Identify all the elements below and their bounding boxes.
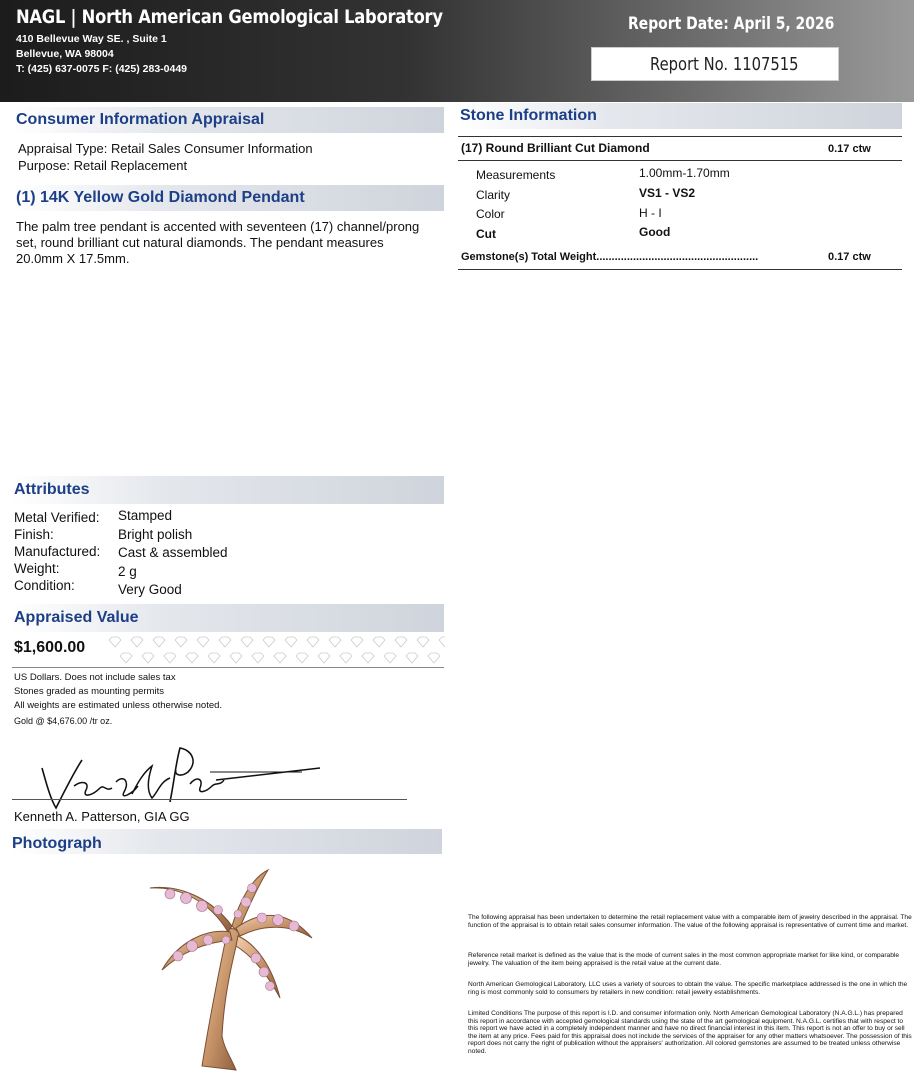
diamond-pattern-glyph <box>263 637 275 647</box>
diamond-pattern-glyph <box>373 637 385 647</box>
divider <box>458 269 902 270</box>
attr-value-weight: 2 g <box>118 564 137 579</box>
attr-value-metal: Stamped <box>118 508 173 523</box>
attr-label-manufactured: Manufactured: <box>14 544 101 559</box>
diamond-pattern-glyph <box>329 637 341 647</box>
diamond-pattern-glyph <box>208 653 220 663</box>
diamond-pattern-glyph <box>153 637 165 647</box>
diamond-pattern-glyph <box>164 653 176 663</box>
report-number: Report No. 1107515 <box>650 54 799 75</box>
item-description: The palm tree pendant is accented with seventeen (17) channel/prong set, round brilliant cut natural diamonds. The pendant measures 20.0mm X 17.5mm. <box>16 219 420 266</box>
diamond-pattern-glyph <box>230 653 242 663</box>
stone-section-bar <box>458 103 902 129</box>
diamond-pattern-glyph <box>417 637 429 647</box>
diamond-pattern-glyph <box>428 653 440 663</box>
signature-line <box>12 799 407 800</box>
diamond-pattern-glyph <box>351 637 363 647</box>
stone-value-cut: Good <box>639 225 671 239</box>
appraised-section-title: Appraised Value <box>14 609 139 626</box>
appraiser-name: Kenneth A. Patterson, GIA GG <box>14 809 190 824</box>
attr-label-metal: Metal Verified: <box>14 510 100 525</box>
attr-value-manufactured: Cast & assembled <box>118 545 228 560</box>
diamond-pattern-glyph <box>131 637 143 647</box>
divider <box>458 160 902 161</box>
item-title: (1) 14K Yellow Gold Diamond Pendant <box>16 189 305 206</box>
diamond-pattern <box>105 634 445 668</box>
diamond-pattern-glyph <box>109 637 121 647</box>
attributes-section-bar <box>12 476 444 504</box>
diamond-pattern-glyph <box>318 653 330 663</box>
disclaimer-paragraph-4: Limited Conditions The purpose of this report is I.D. and consumer information only. North American Gemological Laboratory (N.A.G.L.) has prepared this report in accordance with accepted gemological standards using the state of the art gemological equipment. N.A.G.L. certifies that with respect to this report we have acted in a completely independent manner and have no direct financial interest in this item. This report is not an offer to buy or sell the item at any price. Fees paid for this appraisal does not include the services of the appraiser for any other matters whatsoever. The possession of this report does not carry the right of publication without the appraisers' authorization. All colored gemstones are assumed to be treated unless otherwise noted. <box>468 1010 912 1055</box>
appraised-section-bar <box>12 604 444 632</box>
consumer-section-bar <box>14 107 444 133</box>
stone-heading-weight: 0.17 ctw <box>828 143 871 155</box>
diamond-pattern-glyph <box>175 637 187 647</box>
diamond-pattern-glyph <box>296 653 308 663</box>
diamond-pattern-glyph <box>406 653 418 663</box>
appraisal-purpose: Purpose: Retail Replacement <box>18 158 188 173</box>
stone-value-color: H - I <box>639 206 662 220</box>
stone-label-measurements: Measurements <box>476 168 556 182</box>
lab-phone: T: (425) 637-0075 F: (425) 283-0449 <box>16 63 188 75</box>
diamond-pattern-glyph <box>197 637 209 647</box>
report-date: Report Date: April 5, 2026 <box>628 14 835 34</box>
stone-section-title: Stone Information <box>460 107 597 124</box>
divider <box>458 136 902 137</box>
attr-label-weight: Weight: <box>14 561 60 576</box>
report-header <box>0 0 914 102</box>
disclaimer-paragraph-1: The following appraisal has been undertaken to determine the retail replacement value with a comparable item of jewelry described in the appraisal. The function of the appraisal is to obtain retail sales consumer information. The value of the following appraisal is representative of current time and market. <box>468 914 912 929</box>
diamond-pattern-glyph <box>274 653 286 663</box>
consumer-section-title: Consumer Information Appraisal <box>16 111 265 128</box>
lab-address-line2: Bellevue, WA 98004 <box>16 48 114 60</box>
diamond-pattern-glyph <box>395 637 407 647</box>
attributes-section-title: Attributes <box>14 481 90 498</box>
diamond-pattern-glyph <box>384 653 396 663</box>
lab-address-line1: 410 Bellevue Way SE. , Suite 1 <box>16 33 167 45</box>
appraised-amount: $1,600.00 <box>14 639 86 656</box>
disclaimer-paragraph-3: North American Gemological Laboratory, LLC uses a variety of sources to obtain the value. The specific marketplace addressed is the one in which the ring is most commonly sold to consumers by retailers in new condition: retail jewelry establishments. <box>468 981 908 996</box>
diamond-pattern-glyph <box>241 637 253 647</box>
diamond-pattern-glyph <box>362 653 374 663</box>
diamond-pattern-glyph <box>252 653 264 663</box>
gold-price: Gold @ $4,676.00 /tr oz. <box>14 716 113 726</box>
palm-tree-pendant-photo <box>140 866 330 1076</box>
photograph-section-bar <box>10 829 442 854</box>
diamond-pattern-glyph <box>186 653 198 663</box>
stone-label-cut: Cut <box>476 227 496 241</box>
stone-label-color: Color <box>476 207 505 221</box>
diamond-pattern-glyph <box>120 653 132 663</box>
diamond-pattern-glyph <box>307 637 319 647</box>
attr-value-finish: Bright polish <box>118 527 193 542</box>
total-weight-value: 0.17 ctw <box>828 251 871 263</box>
diamond-pattern-glyph <box>219 637 231 647</box>
diamond-pattern-glyph <box>142 653 154 663</box>
diamond-pattern-glyph <box>340 653 352 663</box>
diamond-pattern-glyph <box>285 637 297 647</box>
total-weight-label: Gemstone(s) Total Weight..................................................... <box>461 251 759 263</box>
stone-value-clarity: VS1 - VS2 <box>639 186 696 200</box>
diamond-pattern-glyph <box>439 637 445 647</box>
value-note-currency: US Dollars. Does not include sales tax <box>14 672 176 683</box>
attr-label-finish: Finish: <box>14 527 54 542</box>
value-note-grading: Stones graded as mounting permits <box>14 686 164 697</box>
stone-value-measurements: 1.00mm-1.70mm <box>639 166 730 180</box>
report-number-box <box>591 47 839 81</box>
stone-label-clarity: Clarity <box>476 188 511 202</box>
value-note-weights: All weights are estimated unless otherwise noted. <box>14 700 223 711</box>
attr-value-condition: Very Good <box>118 582 182 597</box>
photograph-section-title: Photograph <box>12 835 102 852</box>
item-section-bar <box>14 185 444 211</box>
divider <box>12 667 444 668</box>
appraisal-type: Appraisal Type: Retail Sales Consumer Information <box>18 141 313 156</box>
attr-label-condition: Condition: <box>14 578 75 593</box>
stone-heading: (17) Round Brilliant Cut Diamond <box>461 141 650 155</box>
lab-name: NAGL | North American Gemological Laboratory <box>16 6 443 28</box>
disclaimer-paragraph-2: Reference retail market is defined as the value that is the mode of current sales in the most common appropriate market for like kind, or comparable jewelry. The valuation of the item being appraised is the retail value at the current date. <box>468 952 899 967</box>
